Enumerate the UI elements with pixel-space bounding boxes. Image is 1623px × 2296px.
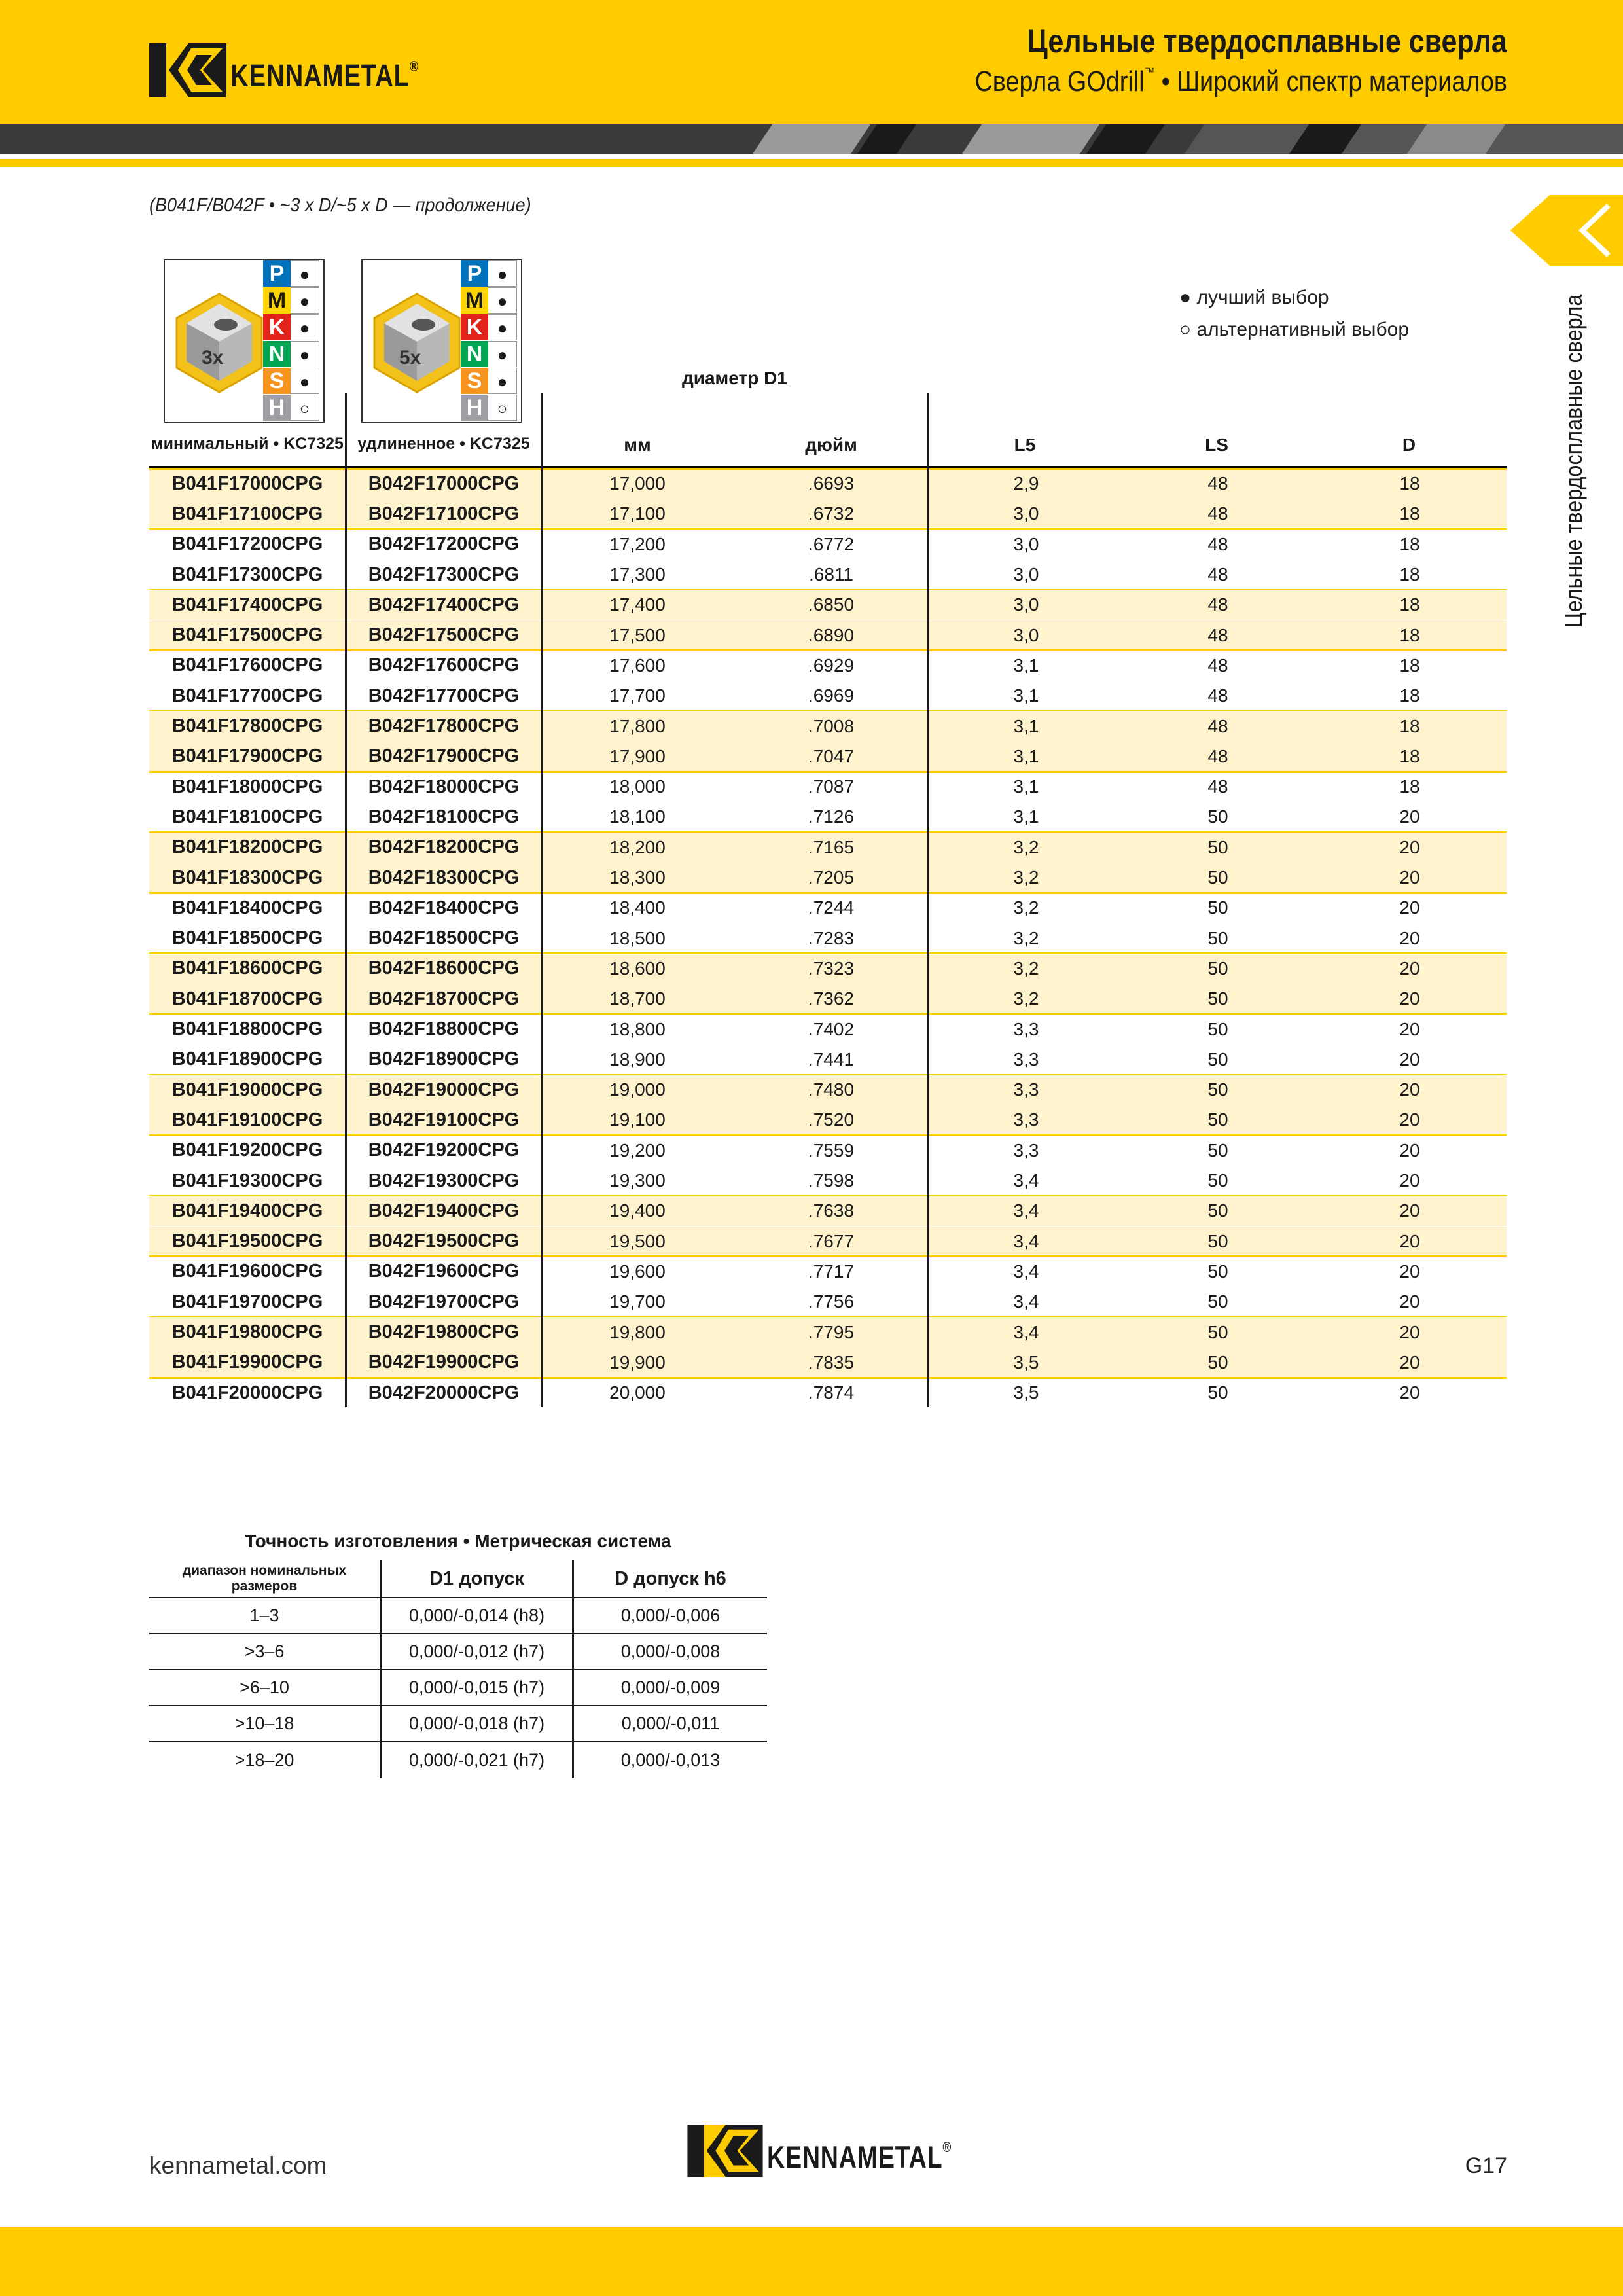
table-row [149, 560, 1507, 590]
table-cell: 48 [1207, 594, 1228, 615]
page-number: G17 [1465, 2153, 1507, 2178]
table-cell: .7835 [808, 1352, 855, 1372]
table-cell: 3,4 [1013, 1321, 1039, 1342]
col-header-inch: дюйм [805, 435, 857, 455]
table-cell: B041F19600CPG [171, 1261, 323, 1282]
table-cell: 18,200 [609, 836, 666, 857]
table-row [149, 1075, 1507, 1105]
table-cell: 18,400 [609, 897, 666, 918]
table-cell: .6850 [808, 594, 855, 615]
table-cell: .7717 [808, 1261, 855, 1282]
table-cell: 19,300 [609, 1170, 666, 1191]
table-cell: 50 [1207, 988, 1228, 1009]
footer-brand-name: KENNAMETAL® [767, 2138, 952, 2174]
table-cell: 17,300 [609, 564, 666, 585]
table-cell: B042F17800CPG [368, 715, 520, 737]
table-cell: B042F17200CPG [368, 533, 520, 555]
table-row [149, 1348, 1507, 1378]
brand-name: KENNAMETAL® [230, 58, 419, 94]
table-cell: B041F19000CPG [171, 1079, 323, 1100]
table-cell: .7165 [808, 836, 855, 857]
col-header-ext: удлиненное • KC7325 [357, 435, 530, 453]
table-row [149, 893, 1507, 923]
table-cell: 20 [1399, 1321, 1420, 1342]
table-cell: 3,0 [1013, 533, 1039, 554]
table-cell: B042F18300CPG [368, 867, 520, 888]
table-cell: 18 [1399, 745, 1420, 766]
table-row [149, 924, 1507, 954]
table-cell: B042F19300CPG [368, 1170, 520, 1191]
table-row [149, 590, 1507, 620]
table-cell: 18,000 [609, 776, 666, 797]
table-row [149, 984, 1507, 1014]
col-header-ls: LS [1205, 435, 1228, 455]
drill-5x-icon [368, 291, 466, 395]
table-cell: B041F17500CPG [171, 624, 323, 646]
table-cell: 20 [1399, 1200, 1420, 1221]
table-cell: B042F17100CPG [368, 503, 520, 524]
header-logo [149, 43, 466, 97]
table-cell: B041F18700CPG [171, 988, 323, 1009]
table-cell: 3,3 [1013, 1049, 1039, 1069]
tolerance-row: 1–3 0,000/-0,014 (h8) 0,000/-0,006 [149, 1598, 767, 1634]
table-cell: 3,2 [1013, 927, 1039, 948]
table-cell: 17,000 [609, 473, 666, 494]
col-divider-3 [927, 393, 929, 1407]
table-cell: .6890 [808, 624, 855, 645]
table-cell: B042F17900CPG [368, 745, 520, 767]
table-cell: 3,0 [1013, 564, 1039, 585]
table-cell: B041F17000CPG [171, 473, 323, 494]
table-cell: 20 [1399, 927, 1420, 948]
table-cell: 48 [1207, 776, 1228, 797]
table-cell: B042F18400CPG [368, 897, 520, 918]
table-cell: 50 [1207, 1352, 1228, 1372]
svg-text:3x: 3x [202, 347, 224, 368]
svg-text:5x: 5x [399, 347, 421, 368]
table-cell: .7520 [808, 1109, 855, 1130]
table-cell: 20 [1399, 867, 1420, 888]
table-row [149, 1105, 1507, 1135]
footer-logo [687, 2125, 998, 2177]
table-cell: 50 [1207, 1109, 1228, 1130]
table-row [149, 954, 1507, 984]
table-cell: B041F18200CPG [171, 836, 323, 858]
table-cell: B041F18900CPG [171, 1049, 323, 1070]
table-row [149, 711, 1507, 741]
table-cell: B042F19400CPG [368, 1200, 520, 1221]
table-row [149, 1166, 1507, 1196]
table-cell: 50 [1207, 1018, 1228, 1039]
table-cell: 18 [1399, 624, 1420, 645]
table-cell: .7756 [808, 1291, 855, 1312]
table-cell: .7598 [808, 1170, 855, 1191]
table-cell: B042F18200CPG [368, 836, 520, 858]
table-cell: B042F17500CPG [368, 624, 520, 646]
table-cell: .7638 [808, 1200, 855, 1221]
table-cell: B041F17400CPG [171, 594, 323, 615]
table-cell: 20 [1399, 1049, 1420, 1069]
table-cell: 50 [1207, 1079, 1228, 1100]
table-cell: 3,3 [1013, 1079, 1039, 1100]
tolerance-header-row [149, 1560, 767, 1598]
table-cell: 50 [1207, 1382, 1228, 1403]
table-cell: B041F17700CPG [171, 685, 323, 706]
table-cell: .7441 [808, 1049, 855, 1069]
side-tab[interactable] [1510, 195, 1623, 266]
table-cell: B042F18700CPG [368, 988, 520, 1009]
table-row [149, 620, 1507, 651]
table-cell: B042F20000CPG [368, 1382, 520, 1403]
table-row [149, 1257, 1507, 1287]
table-row [149, 742, 1507, 772]
table-cell: 48 [1207, 503, 1228, 524]
table-cell: 48 [1207, 715, 1228, 736]
table-row [149, 1227, 1507, 1257]
table-cell: B042F17300CPG [368, 564, 520, 585]
table-cell: 3,3 [1013, 1109, 1039, 1130]
table-cell: B041F19900CPG [171, 1352, 323, 1373]
table-cell: B042F19900CPG [368, 1352, 520, 1373]
table-cell: 19,000 [609, 1079, 666, 1100]
table-cell: .6811 [809, 564, 853, 585]
table-cell: B041F17900CPG [171, 745, 323, 767]
table-cell: B042F18100CPG [368, 806, 520, 827]
table-cell: 3,2 [1013, 897, 1039, 918]
table-cell: 18,500 [609, 927, 666, 948]
table-cell: 3,4 [1013, 1170, 1039, 1191]
col-header-min: минимальный • KC7325 [151, 435, 344, 453]
table-cell: B041F19800CPG [171, 1321, 323, 1343]
drill-5x-card [361, 259, 522, 423]
table-cell: .7087 [808, 776, 855, 797]
table-row [149, 1196, 1507, 1226]
section-subtitle: (B041F/B042F • ~3 x D/~5 x D — продолжение) [149, 194, 531, 216]
table-cell: 3,3 [1013, 1018, 1039, 1039]
table-cell: 3,2 [1013, 867, 1039, 888]
table-cell: 3,1 [1013, 715, 1039, 736]
table-cell: 18,300 [609, 867, 666, 888]
table-cell: 48 [1207, 655, 1228, 675]
table-row [149, 1045, 1507, 1075]
table-cell: 50 [1207, 1049, 1228, 1069]
table-cell: .7402 [808, 1018, 855, 1039]
table-cell: 19,900 [609, 1352, 666, 1372]
table-cell: .7362 [808, 988, 855, 1009]
tolerance-table [149, 1560, 767, 1778]
table-cell: 48 [1207, 745, 1228, 766]
table-cell: 48 [1207, 624, 1228, 645]
table-cell: 50 [1207, 927, 1228, 948]
tolerance-title: Точность изготовления • Метрическая система [245, 1531, 671, 1551]
table-cell: 20 [1399, 897, 1420, 918]
table-cell: 3,3 [1013, 1139, 1039, 1160]
table-cell: B041F18100CPG [171, 806, 323, 827]
table-row [149, 499, 1507, 529]
table-cell: 50 [1207, 836, 1228, 857]
table-cell: 50 [1207, 1261, 1228, 1282]
table-cell: 48 [1207, 564, 1228, 585]
table-cell: 20 [1399, 988, 1420, 1009]
table-cell: 50 [1207, 867, 1228, 888]
table-cell: B041F19500CPG [171, 1230, 323, 1252]
table-cell: 20 [1399, 1018, 1420, 1039]
table-cell: 18 [1399, 473, 1420, 494]
table-row [149, 802, 1507, 832]
table-cell: .7283 [808, 927, 855, 948]
table-row [149, 772, 1507, 802]
table-cell: 20 [1399, 1109, 1420, 1130]
table-cell: 18,900 [609, 1049, 666, 1069]
table-cell: 3,0 [1013, 624, 1039, 645]
table-row [149, 1378, 1507, 1408]
footer-bar [0, 2227, 1623, 2296]
table-cell: B042F17000CPG [368, 473, 520, 494]
table-cell: B041F17200CPG [171, 533, 323, 555]
table-cell: 48 [1207, 685, 1228, 706]
table-cell: B041F19300CPG [171, 1170, 323, 1191]
table-cell: 20 [1399, 1230, 1420, 1251]
table-row [149, 469, 1507, 499]
table-cell: 50 [1207, 1170, 1228, 1191]
table-cell: 18,800 [609, 1018, 666, 1039]
table-cell: 18,600 [609, 958, 666, 978]
table-cell: 18 [1399, 503, 1420, 524]
tol-header-d1: D1 допуск [382, 1560, 574, 1597]
table-cell: B041F18600CPG [171, 958, 323, 979]
table-row [149, 1014, 1507, 1044]
table-row [149, 529, 1507, 560]
table-cell: 3,1 [1013, 776, 1039, 797]
table-cell: 50 [1207, 1200, 1228, 1221]
table-cell: .7244 [808, 897, 855, 918]
table-cell: 3,1 [1013, 745, 1039, 766]
table-cell: 18 [1399, 564, 1420, 585]
table-cell: 50 [1207, 1291, 1228, 1312]
table-cell: 17,500 [609, 624, 666, 645]
table-cell: B041F19700CPG [171, 1291, 323, 1312]
table-cell: B042F19700CPG [368, 1291, 520, 1312]
table-cell: .7480 [808, 1079, 855, 1100]
kennametal-k-icon [149, 43, 226, 97]
kennametal-k-icon [687, 2125, 763, 2177]
table-cell: 50 [1207, 806, 1228, 827]
tolerance-row: >3–6 0,000/-0,012 (h7) 0,000/-0,008 [149, 1634, 767, 1670]
table-cell: 3,2 [1013, 958, 1039, 978]
page-header [0, 0, 1623, 124]
legend-alt: ○ альтернативный выбор [1179, 319, 1410, 340]
table-cell: 19,400 [609, 1200, 666, 1221]
table-cell: 3,0 [1013, 503, 1039, 524]
table-row [149, 651, 1507, 681]
table-cell: 18 [1399, 715, 1420, 736]
table-cell: .7008 [808, 715, 855, 736]
table-cell: 17,900 [609, 745, 666, 766]
table-row [149, 863, 1507, 893]
table-cell: 2,9 [1013, 473, 1039, 494]
table-cell: B042F19000CPG [368, 1079, 520, 1100]
table-cell: 17,100 [609, 503, 666, 524]
tol-header-range: диапазон номинальных размеров [149, 1560, 382, 1597]
table-cell: 48 [1207, 533, 1228, 554]
table-cell: 19,500 [609, 1230, 666, 1251]
table-cell: 20 [1399, 1261, 1420, 1282]
table-cell: B041F18300CPG [171, 867, 323, 888]
side-tab-label: Цельные твердосплавные сверла [1560, 295, 1587, 628]
table-cell: B041F17300CPG [171, 564, 323, 585]
table-cell: .7126 [808, 806, 855, 827]
table-cell: B042F19200CPG [368, 1139, 520, 1161]
table-cell: 17,700 [609, 685, 666, 706]
table-cell: 19,600 [609, 1261, 666, 1282]
table-cell: 19,200 [609, 1139, 666, 1160]
table-cell: .7874 [808, 1382, 855, 1403]
table-cell: .7323 [808, 958, 855, 978]
diameter-caption: диаметр D1 [682, 368, 787, 388]
table-cell: B042F19500CPG [368, 1230, 520, 1252]
table-cell: 20,000 [609, 1382, 666, 1403]
table-cell: 50 [1207, 1230, 1228, 1251]
table-cell: 20 [1399, 1382, 1420, 1403]
table-cell: B042F18600CPG [368, 958, 520, 979]
footer-url[interactable]: kennametal.com [149, 2152, 327, 2179]
table-cell: .7677 [808, 1230, 855, 1251]
table-row [149, 1317, 1507, 1347]
table-cell: B042F19600CPG [368, 1261, 520, 1282]
table-cell: 3,2 [1013, 836, 1039, 857]
table-cell: 18 [1399, 594, 1420, 615]
table-cell: 19,800 [609, 1321, 666, 1342]
table-cell: .7559 [808, 1139, 855, 1160]
table-cell: 17,200 [609, 533, 666, 554]
table-row [149, 1287, 1507, 1317]
tolerance-row: >10–18 0,000/-0,018 (h7) 0,000/-0,011 [149, 1706, 767, 1742]
table-cell: .6969 [808, 685, 855, 706]
table-cell: 20 [1399, 836, 1420, 857]
table-cell: .6929 [808, 655, 855, 675]
table-cell: B042F18900CPG [368, 1049, 520, 1070]
table-cell: 18 [1399, 685, 1420, 706]
header-rule [0, 159, 1623, 167]
table-cell: 50 [1207, 897, 1228, 918]
table-cell: 18 [1399, 776, 1420, 797]
table-cell: 3,2 [1013, 988, 1039, 1009]
table-cell: 50 [1207, 1321, 1228, 1342]
drill-3x-card [164, 259, 325, 423]
table-cell: 3,1 [1013, 655, 1039, 675]
table-cell: B041F17100CPG [171, 503, 323, 524]
page-title: Цельные твердосплавные сверла [1027, 23, 1507, 60]
material-grid-3x: P ● M ● K ● N ● S ● H ○ [263, 260, 319, 422]
table-cell: 17,400 [609, 594, 666, 615]
table-cell: B042F18500CPG [368, 927, 520, 949]
table-cell: 17,600 [609, 655, 666, 675]
table-cell: B041F18400CPG [171, 897, 323, 918]
header-stripe [0, 124, 1623, 154]
table-cell: .7047 [808, 745, 855, 766]
table-cell: 50 [1207, 1139, 1228, 1160]
material-grid-5x: P ● M ● K ● N ● S ● H ○ [461, 260, 517, 422]
table-cell: B041F19400CPG [171, 1200, 323, 1221]
table-cell: .6772 [808, 533, 855, 554]
col-header-l5: L5 [1014, 435, 1036, 455]
table-cell: 3,0 [1013, 594, 1039, 615]
table-cell: B042F17600CPG [368, 655, 520, 676]
table-cell: B041F20000CPG [171, 1382, 323, 1403]
table-cell: 3,1 [1013, 685, 1039, 706]
table-row [149, 681, 1507, 711]
legend-best: ● лучший выбор [1179, 287, 1329, 308]
table-cell: 20 [1399, 958, 1420, 978]
col-header-mm: мм [624, 435, 651, 455]
tolerance-row: >18–20 0,000/-0,021 (h7) 0,000/-0,013 [149, 1742, 767, 1778]
table-cell: 3,4 [1013, 1230, 1039, 1251]
table-cell: B041F18000CPG [171, 776, 323, 797]
table-cell: 20 [1399, 1079, 1420, 1100]
table-row [149, 1136, 1507, 1166]
table-cell: B042F17700CPG [368, 685, 520, 706]
table-cell: 3,4 [1013, 1261, 1039, 1282]
table-cell: 20 [1399, 1352, 1420, 1372]
col-header-d: D [1402, 435, 1416, 455]
table-cell: B042F18000CPG [368, 776, 520, 797]
table-cell: .6693 [808, 473, 855, 494]
table-cell: 18 [1399, 655, 1420, 675]
table-cell: B041F17800CPG [171, 715, 323, 737]
table-cell: 3,4 [1013, 1200, 1039, 1221]
col-divider-1 [345, 393, 347, 1407]
tol-header-d: D допуск h6 [615, 1568, 726, 1589]
table-cell: 19,100 [609, 1109, 666, 1130]
table-cell: B042F19100CPG [368, 1109, 520, 1130]
table-cell: 18 [1399, 533, 1420, 554]
table-cell: 20 [1399, 1139, 1420, 1160]
table-cell: 20 [1399, 806, 1420, 827]
table-row [149, 833, 1507, 863]
table-cell: 18,700 [609, 988, 666, 1009]
table-cell: 20 [1399, 1170, 1420, 1191]
table-cell: B042F19800CPG [368, 1321, 520, 1343]
drill-3x-icon [170, 291, 268, 395]
table-cell: 3,4 [1013, 1291, 1039, 1312]
table-cell: .7795 [808, 1321, 855, 1342]
table-header-rule [149, 466, 1507, 468]
table-cell: 18,100 [609, 806, 666, 827]
table-cell: .7205 [808, 867, 855, 888]
table-cell: 3,5 [1013, 1352, 1039, 1372]
col-divider-2 [541, 393, 543, 1407]
table-cell: B041F18800CPG [171, 1018, 323, 1040]
tolerance-row: >6–10 0,000/-0,015 (h7) 0,000/-0,009 [149, 1670, 767, 1706]
table-cell: B041F19200CPG [171, 1139, 323, 1161]
table-cell: B041F19100CPG [171, 1109, 323, 1130]
table-cell: 50 [1207, 958, 1228, 978]
table-cell: 3,1 [1013, 806, 1039, 827]
table-cell: B041F18500CPG [171, 927, 323, 949]
table-cell: 48 [1207, 473, 1228, 494]
table-cell: B042F18800CPG [368, 1018, 520, 1040]
table-cell: .6732 [808, 503, 855, 524]
page-subtitle: Сверла GOdrill™ • Широкий спектр материалов [974, 65, 1507, 98]
table-cell: 17,800 [609, 715, 666, 736]
table-cell: 20 [1399, 1291, 1420, 1312]
table-cell: 19,700 [609, 1291, 666, 1312]
table-cell: B042F17400CPG [368, 594, 520, 615]
table-cell: B041F17600CPG [171, 655, 323, 676]
table-cell: 3,5 [1013, 1382, 1039, 1403]
